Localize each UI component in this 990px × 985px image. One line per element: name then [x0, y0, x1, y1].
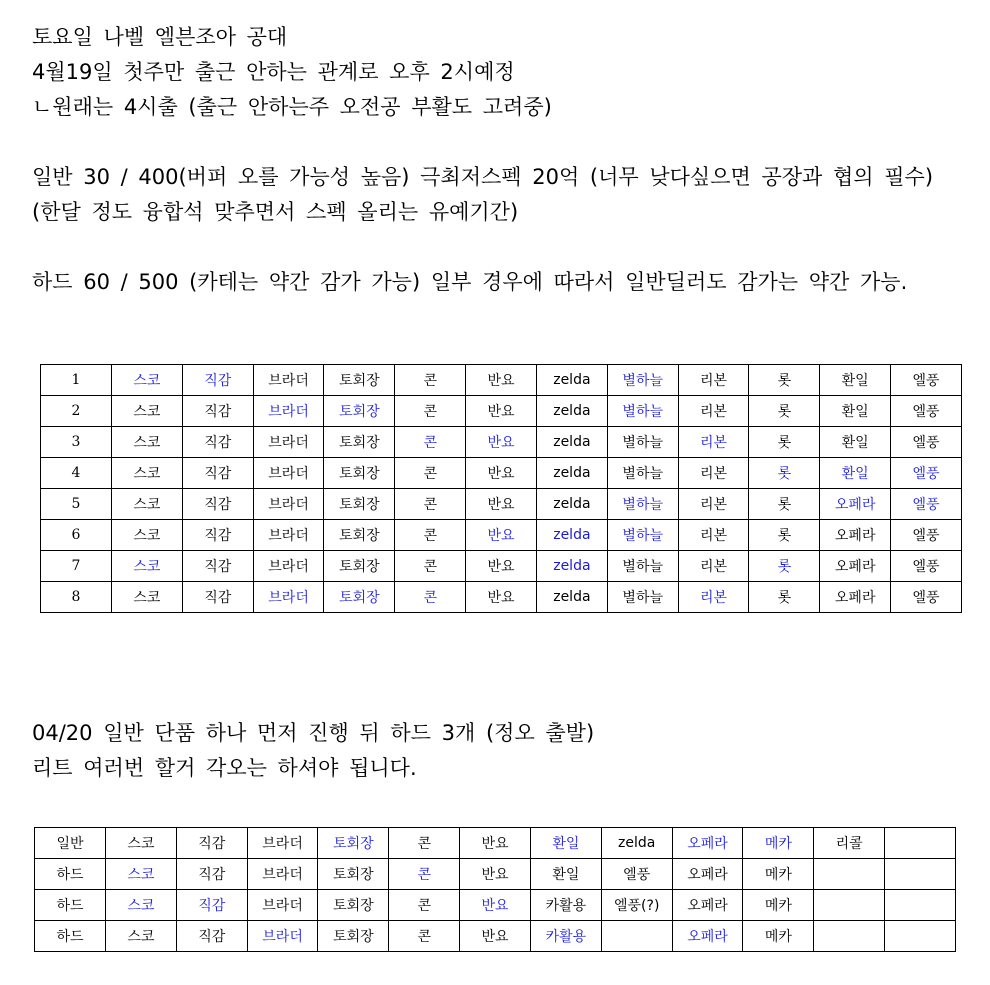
member-cell: 브라더	[253, 365, 324, 396]
table-row	[41, 551, 962, 582]
member-cell: 브라더	[247, 921, 318, 952]
member-cell: 메카	[743, 859, 814, 890]
member-cell: 브라더	[247, 828, 318, 859]
member-cell: 반요	[466, 489, 537, 520]
member-cell: 직감	[176, 890, 247, 921]
member-cell: 토회장	[318, 921, 389, 952]
member-cell: 브라더	[247, 890, 318, 921]
member-cell: zelda	[536, 489, 607, 520]
member-cell: 스코	[106, 859, 177, 890]
row-label: 하드	[35, 859, 106, 890]
row-label: 1	[41, 365, 112, 396]
member-cell: 토회장	[324, 551, 395, 582]
member-cell: 토회장	[318, 859, 389, 890]
member-cell: 오페라	[672, 890, 743, 921]
member-cell: 메카	[743, 828, 814, 859]
member-cell: 콘	[389, 921, 460, 952]
table-row	[35, 921, 956, 952]
member-cell: 리본	[678, 520, 749, 551]
member-cell: 콘	[395, 520, 466, 551]
member-cell: 별하늘	[607, 458, 678, 489]
member-cell: 롯	[749, 551, 820, 582]
member-cell: 환일	[530, 828, 601, 859]
member-cell: 환일	[820, 365, 891, 396]
member-cell: 직감	[182, 582, 253, 613]
member-cell: 별하늘	[607, 520, 678, 551]
grace-period-line: (한달 정도 융합석 맞추면서 스펙 올리는 유예기간)	[32, 200, 519, 224]
member-cell: 콘	[389, 859, 460, 890]
member-cell: 스코	[112, 396, 183, 427]
table-row	[41, 489, 962, 520]
member-cell: 롯	[749, 396, 820, 427]
row-label: 7	[41, 551, 112, 582]
member-cell: 엘풍	[891, 458, 962, 489]
row-label: 하드	[35, 890, 106, 921]
member-cell: 토회장	[318, 828, 389, 859]
member-cell: 롯	[749, 489, 820, 520]
member-cell: zelda	[601, 828, 672, 859]
member-cell: 반요	[460, 859, 531, 890]
member-cell: 리본	[678, 396, 749, 427]
member-cell: 콘	[395, 396, 466, 427]
member-cell: 오페라	[820, 520, 891, 551]
member-cell: zelda	[536, 427, 607, 458]
member-cell: 토회장	[324, 396, 395, 427]
member-cell: 반요	[460, 828, 531, 859]
member-cell: 콘	[395, 427, 466, 458]
member-cell: 브라더	[253, 520, 324, 551]
member-cell: 별하늘	[607, 396, 678, 427]
member-cell: 콘	[395, 551, 466, 582]
normal-requirement-line: 일반 30 / 400(버퍼 오를 가능성 높음) 극최저스펙 20억 (너무 낮다싶으면 공장과 협의 필수)	[32, 165, 934, 189]
member-cell: 반요	[466, 520, 537, 551]
member-cell: 토회장	[324, 427, 395, 458]
member-cell: 리본	[678, 458, 749, 489]
member-cell: 엘풍	[891, 427, 962, 458]
party-table-first	[40, 364, 962, 613]
member-cell: 엘풍	[891, 365, 962, 396]
member-cell	[814, 921, 885, 952]
member-cell: 롯	[749, 520, 820, 551]
member-cell: 환일	[530, 859, 601, 890]
member-cell: 브라더	[253, 582, 324, 613]
row-label: 일반	[35, 828, 106, 859]
member-cell: 직감	[182, 427, 253, 458]
member-cell: 반요	[460, 890, 531, 921]
member-cell: 환일	[820, 396, 891, 427]
member-cell: zelda	[536, 582, 607, 613]
run-plan-line: 04/20 일반 단품 하나 먼저 진행 뒤 하드 3개 (정오 출발)	[32, 721, 595, 745]
member-cell: 토회장	[324, 582, 395, 613]
row-label: 8	[41, 582, 112, 613]
member-cell: 토회장	[318, 890, 389, 921]
party-table-second	[34, 827, 956, 952]
table-row	[41, 365, 962, 396]
member-cell: 브라더	[253, 489, 324, 520]
member-cell: 콘	[389, 828, 460, 859]
member-cell: 직감	[182, 396, 253, 427]
member-cell: 별하늘	[607, 582, 678, 613]
member-cell: 반요	[466, 365, 537, 396]
member-cell	[885, 890, 956, 921]
member-cell: 토회장	[324, 520, 395, 551]
member-cell: 콘	[395, 582, 466, 613]
member-cell: 별하늘	[607, 551, 678, 582]
member-cell	[885, 859, 956, 890]
member-cell: 반요	[466, 396, 537, 427]
member-cell: 스코	[106, 921, 177, 952]
member-cell: 브라더	[253, 551, 324, 582]
member-cell: zelda	[536, 520, 607, 551]
member-cell: 엘풍(?)	[601, 890, 672, 921]
member-cell: 엘풍	[891, 489, 962, 520]
member-cell: 리본	[678, 582, 749, 613]
member-cell: 콘	[395, 458, 466, 489]
member-cell: 별하늘	[607, 365, 678, 396]
member-cell: 롯	[749, 365, 820, 396]
row-label: 3	[41, 427, 112, 458]
member-cell: 직감	[182, 365, 253, 396]
member-cell: 스코	[112, 582, 183, 613]
member-cell: 스코	[112, 427, 183, 458]
member-cell: 롯	[749, 582, 820, 613]
member-cell: 브라더	[253, 396, 324, 427]
member-cell	[814, 859, 885, 890]
member-cell: 스코	[112, 551, 183, 582]
member-cell: zelda	[536, 458, 607, 489]
member-cell: 스코	[112, 489, 183, 520]
member-cell: zelda	[536, 551, 607, 582]
member-cell: zelda	[536, 396, 607, 427]
member-cell: 엘풍	[891, 582, 962, 613]
table-row	[35, 859, 956, 890]
member-cell: 스코	[106, 828, 177, 859]
member-cell: 별하늘	[607, 427, 678, 458]
member-cell	[885, 828, 956, 859]
member-cell: 직감	[182, 520, 253, 551]
member-cell: 브라더	[253, 427, 324, 458]
table-row	[41, 396, 962, 427]
member-cell: 직감	[176, 921, 247, 952]
member-cell: 환일	[820, 458, 891, 489]
member-cell: 오페라	[672, 921, 743, 952]
member-cell: 토회장	[324, 458, 395, 489]
member-cell: 엘풍	[601, 859, 672, 890]
table-row	[41, 458, 962, 489]
row-label: 4	[41, 458, 112, 489]
table-row	[41, 427, 962, 458]
member-cell: 스코	[112, 365, 183, 396]
member-cell: 반요	[466, 582, 537, 613]
member-cell: 별하늘	[607, 489, 678, 520]
member-cell: 콘	[395, 365, 466, 396]
member-cell: 롯	[749, 458, 820, 489]
member-cell: 오페라	[820, 582, 891, 613]
title-line: 토요일 나벨 엘븐조아 공대	[32, 25, 288, 49]
member-cell: 오페라	[672, 828, 743, 859]
member-cell: 스코	[112, 520, 183, 551]
member-cell: 스코	[112, 458, 183, 489]
member-cell: 카활용	[530, 890, 601, 921]
member-cell: 환일	[820, 427, 891, 458]
member-cell: 리본	[678, 551, 749, 582]
member-cell: 직감	[182, 489, 253, 520]
member-cell: 콘	[395, 489, 466, 520]
table-row	[35, 890, 956, 921]
member-cell: 엘풍	[891, 396, 962, 427]
member-cell: 직감	[176, 828, 247, 859]
row-label: 5	[41, 489, 112, 520]
member-cell: 메카	[743, 890, 814, 921]
schedule-line: 4월19일 첫주만 출근 안하는 관계로 오후 2시예정	[32, 60, 515, 84]
member-cell: 리본	[678, 489, 749, 520]
member-cell: 엘풍	[891, 520, 962, 551]
schedule-note-line: ㄴ원래는 4시출 (출근 안하는주 오전공 부활도 고려중)	[32, 95, 552, 119]
member-cell	[814, 890, 885, 921]
member-cell: 토회장	[324, 365, 395, 396]
member-cell: 콘	[389, 890, 460, 921]
member-cell: 직감	[182, 551, 253, 582]
member-cell	[601, 921, 672, 952]
member-cell: 오페라	[820, 551, 891, 582]
member-cell: 오페라	[820, 489, 891, 520]
member-cell: 오페라	[672, 859, 743, 890]
member-cell: 카활용	[530, 921, 601, 952]
row-label: 2	[41, 396, 112, 427]
member-cell: 반요	[466, 427, 537, 458]
table-row	[41, 520, 962, 551]
member-cell: 직감	[182, 458, 253, 489]
member-cell: zelda	[536, 365, 607, 396]
member-cell: 브라더	[247, 859, 318, 890]
member-cell: 리콜	[814, 828, 885, 859]
row-label: 하드	[35, 921, 106, 952]
member-cell: 리본	[678, 427, 749, 458]
member-cell: 롯	[749, 427, 820, 458]
member-cell: 리본	[678, 365, 749, 396]
member-cell: 반요	[466, 551, 537, 582]
table-row	[35, 828, 956, 859]
member-cell: 브라더	[253, 458, 324, 489]
member-cell	[885, 921, 956, 952]
member-cell: 반요	[466, 458, 537, 489]
member-cell: 반요	[460, 921, 531, 952]
member-cell: 메카	[743, 921, 814, 952]
member-cell: 직감	[176, 859, 247, 890]
member-cell: 엘풍	[891, 551, 962, 582]
retry-notice-line: 리트 여러번 할거 각오는 하셔야 됩니다.	[32, 756, 417, 780]
hard-requirement-line: 하드 60 / 500 (카테는 약간 감가 가능) 일부 경우에 따라서 일반딜러도 감가는 약간 가능.	[32, 270, 908, 294]
row-label: 6	[41, 520, 112, 551]
table-row	[41, 582, 962, 613]
member-cell: 스코	[106, 890, 177, 921]
member-cell: 토회장	[324, 489, 395, 520]
